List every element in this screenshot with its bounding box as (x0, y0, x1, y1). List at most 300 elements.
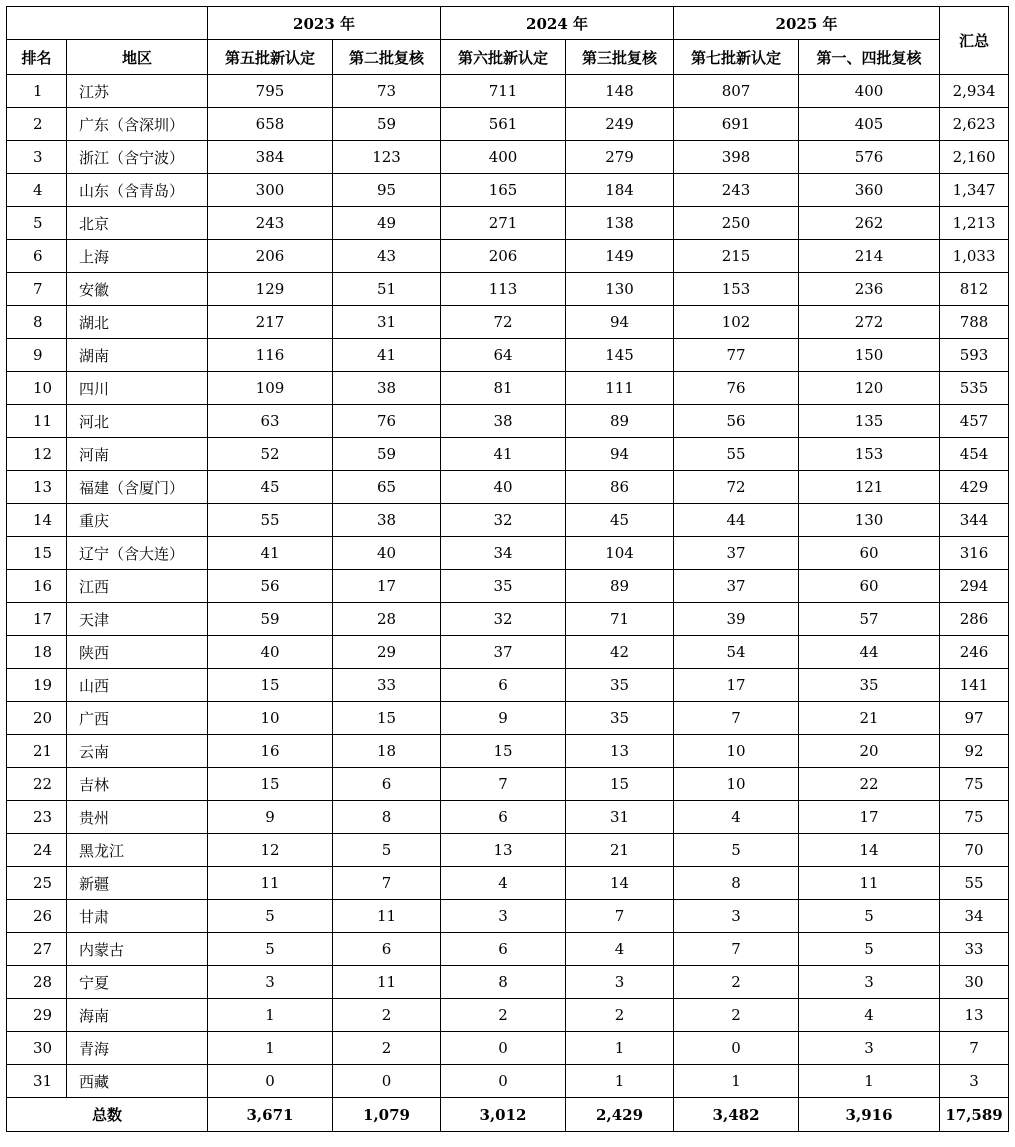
value-cell: 5 (208, 933, 333, 966)
value-cell: 55 (674, 438, 799, 471)
value-cell: 17 (333, 570, 441, 603)
value-cell: 15 (333, 702, 441, 735)
value-cell: 17 (799, 801, 940, 834)
row-total-cell: 2,623 (940, 108, 1009, 141)
value-cell: 21 (799, 702, 940, 735)
region-cell: 山西 (67, 669, 208, 702)
value-cell: 44 (799, 636, 940, 669)
value-cell: 102 (674, 306, 799, 339)
table-row (7, 240, 1009, 273)
row-total-cell: 75 (940, 801, 1009, 834)
value-cell: 153 (799, 438, 940, 471)
value-cell: 217 (208, 306, 333, 339)
rank-cell: 26 (7, 900, 67, 933)
rank-cell: 29 (7, 999, 67, 1032)
value-cell: 11 (208, 867, 333, 900)
value-cell: 249 (566, 108, 674, 141)
value-cell: 400 (799, 75, 940, 108)
value-cell: 9 (441, 702, 566, 735)
value-cell: 6 (333, 933, 441, 966)
value-cell: 184 (566, 174, 674, 207)
table-row (7, 999, 1009, 1032)
value-cell: 45 (208, 471, 333, 504)
value-cell: 384 (208, 141, 333, 174)
total-row (7, 1098, 1009, 1132)
row-total-cell: 246 (940, 636, 1009, 669)
value-cell: 15 (566, 768, 674, 801)
rank-cell: 14 (7, 504, 67, 537)
row-total-cell: 294 (940, 570, 1009, 603)
table-row (7, 438, 1009, 471)
region-cell: 北京 (67, 207, 208, 240)
batch-header: 第二批复核 (333, 40, 441, 75)
value-cell: 121 (799, 471, 940, 504)
value-cell: 0 (333, 1065, 441, 1098)
value-cell: 360 (799, 174, 940, 207)
table-row (7, 834, 1009, 867)
row-total-cell: 1,213 (940, 207, 1009, 240)
value-cell: 40 (208, 636, 333, 669)
value-cell: 32 (441, 504, 566, 537)
value-cell: 130 (799, 504, 940, 537)
value-cell: 41 (441, 438, 566, 471)
value-cell: 2 (333, 999, 441, 1032)
table-row (7, 867, 1009, 900)
batch-header: 第五批新认定 (208, 40, 333, 75)
year-header-2023: 2023 年 (208, 7, 441, 40)
region-cell: 新疆 (67, 867, 208, 900)
value-cell: 42 (566, 636, 674, 669)
value-cell: 795 (208, 75, 333, 108)
rank-cell: 28 (7, 966, 67, 999)
value-cell: 89 (566, 570, 674, 603)
value-cell: 271 (441, 207, 566, 240)
value-cell: 1 (674, 1065, 799, 1098)
rank-cell: 9 (7, 339, 67, 372)
region-cell: 湖北 (67, 306, 208, 339)
value-cell: 94 (566, 438, 674, 471)
value-cell: 658 (208, 108, 333, 141)
table-row (7, 900, 1009, 933)
value-cell: 7 (333, 867, 441, 900)
value-cell: 76 (674, 372, 799, 405)
rank-cell: 31 (7, 1065, 67, 1098)
value-cell: 104 (566, 537, 674, 570)
rank-cell: 25 (7, 867, 67, 900)
value-cell: 243 (674, 174, 799, 207)
table-row (7, 636, 1009, 669)
value-cell: 41 (208, 537, 333, 570)
region-cell: 广西 (67, 702, 208, 735)
value-cell: 6 (441, 933, 566, 966)
table-row (7, 75, 1009, 108)
row-total-cell: 3 (940, 1065, 1009, 1098)
value-cell: 3 (566, 966, 674, 999)
value-cell: 1 (208, 1032, 333, 1065)
table-row (7, 1065, 1009, 1098)
rank-cell: 10 (7, 372, 67, 405)
table-row (7, 768, 1009, 801)
table-row (7, 306, 1009, 339)
value-cell: 116 (208, 339, 333, 372)
value-cell: 2 (674, 966, 799, 999)
value-cell: 243 (208, 207, 333, 240)
rank-cell: 2 (7, 108, 67, 141)
value-cell: 59 (333, 108, 441, 141)
table-row (7, 405, 1009, 438)
batch-header: 第三批复核 (566, 40, 674, 75)
table-row (7, 966, 1009, 999)
value-cell: 72 (441, 306, 566, 339)
value-cell: 113 (441, 273, 566, 306)
table-body (7, 75, 1009, 1098)
value-cell: 561 (441, 108, 566, 141)
row-total-cell: 55 (940, 867, 1009, 900)
value-cell: 32 (441, 603, 566, 636)
value-cell: 10 (674, 768, 799, 801)
region-header: 地区 (67, 40, 208, 75)
value-cell: 123 (333, 141, 441, 174)
value-cell: 262 (799, 207, 940, 240)
grand-total-cell: 17,589 (940, 1098, 1009, 1132)
value-cell: 44 (674, 504, 799, 537)
value-cell: 214 (799, 240, 940, 273)
value-cell: 2 (566, 999, 674, 1032)
row-total-cell: 13 (940, 999, 1009, 1032)
value-cell: 10 (208, 702, 333, 735)
value-cell: 8 (441, 966, 566, 999)
value-cell: 3 (441, 900, 566, 933)
value-cell: 2 (674, 999, 799, 1032)
rank-cell: 12 (7, 438, 67, 471)
value-cell: 29 (333, 636, 441, 669)
total-cell: 2,429 (566, 1098, 674, 1132)
value-cell: 31 (566, 801, 674, 834)
value-cell: 3 (208, 966, 333, 999)
value-cell: 43 (333, 240, 441, 273)
table-row (7, 108, 1009, 141)
value-cell: 5 (799, 900, 940, 933)
value-cell: 138 (566, 207, 674, 240)
row-total-cell: 812 (940, 273, 1009, 306)
value-cell: 52 (208, 438, 333, 471)
total-cell: 3,482 (674, 1098, 799, 1132)
year-header-2024: 2024 年 (441, 7, 674, 40)
value-cell: 41 (333, 339, 441, 372)
value-cell: 206 (441, 240, 566, 273)
value-cell: 150 (799, 339, 940, 372)
value-cell: 76 (333, 405, 441, 438)
row-total-cell: 70 (940, 834, 1009, 867)
value-cell: 279 (566, 141, 674, 174)
header-blank-cell (7, 7, 208, 40)
region-cell: 云南 (67, 735, 208, 768)
region-cell: 内蒙古 (67, 933, 208, 966)
value-cell: 95 (333, 174, 441, 207)
value-cell: 15 (208, 669, 333, 702)
value-cell: 9 (208, 801, 333, 834)
table-row (7, 339, 1009, 372)
value-cell: 576 (799, 141, 940, 174)
rank-cell: 5 (7, 207, 67, 240)
value-cell: 6 (441, 669, 566, 702)
rank-cell: 1 (7, 75, 67, 108)
value-cell: 20 (799, 735, 940, 768)
value-cell: 145 (566, 339, 674, 372)
region-cell: 青海 (67, 1032, 208, 1065)
rank-cell: 17 (7, 603, 67, 636)
table-row (7, 174, 1009, 207)
table-row (7, 669, 1009, 702)
value-cell: 4 (566, 933, 674, 966)
rank-cell: 13 (7, 471, 67, 504)
value-cell: 11 (333, 900, 441, 933)
rank-cell: 15 (7, 537, 67, 570)
value-cell: 0 (441, 1065, 566, 1098)
table-row (7, 1032, 1009, 1065)
value-cell: 0 (674, 1032, 799, 1065)
row-total-cell: 344 (940, 504, 1009, 537)
row-total-cell: 457 (940, 405, 1009, 438)
rank-cell: 23 (7, 801, 67, 834)
region-cell: 海南 (67, 999, 208, 1032)
value-cell: 34 (441, 537, 566, 570)
value-cell: 215 (674, 240, 799, 273)
value-cell: 3 (799, 966, 940, 999)
table-row (7, 603, 1009, 636)
total-cell: 3,012 (441, 1098, 566, 1132)
table-row (7, 207, 1009, 240)
total-cell: 3,916 (799, 1098, 940, 1132)
table-row (7, 801, 1009, 834)
value-cell: 130 (566, 273, 674, 306)
table-row (7, 570, 1009, 603)
value-cell: 6 (333, 768, 441, 801)
value-cell: 2 (441, 999, 566, 1032)
value-cell: 71 (566, 603, 674, 636)
region-cell: 贵州 (67, 801, 208, 834)
value-cell: 17 (674, 669, 799, 702)
region-cell: 安徽 (67, 273, 208, 306)
rank-cell: 8 (7, 306, 67, 339)
value-cell: 35 (441, 570, 566, 603)
value-cell: 0 (208, 1065, 333, 1098)
rank-cell: 21 (7, 735, 67, 768)
value-cell: 35 (799, 669, 940, 702)
value-cell: 4 (799, 999, 940, 1032)
value-cell: 398 (674, 141, 799, 174)
value-cell: 56 (674, 405, 799, 438)
row-total-cell: 1,033 (940, 240, 1009, 273)
total-cell: 1,079 (333, 1098, 441, 1132)
table-row (7, 273, 1009, 306)
table-row (7, 141, 1009, 174)
row-total-cell: 33 (940, 933, 1009, 966)
row-total-cell: 75 (940, 768, 1009, 801)
value-cell: 1 (799, 1065, 940, 1098)
region-cell: 辽宁（含大连） (67, 537, 208, 570)
value-cell: 148 (566, 75, 674, 108)
region-cell: 山东（含青岛） (67, 174, 208, 207)
region-cell: 河南 (67, 438, 208, 471)
region-cell: 江苏 (67, 75, 208, 108)
value-cell: 1 (566, 1065, 674, 1098)
value-cell: 13 (441, 834, 566, 867)
rank-cell: 6 (7, 240, 67, 273)
value-cell: 77 (674, 339, 799, 372)
value-cell: 7 (674, 933, 799, 966)
value-cell: 6 (441, 801, 566, 834)
region-cell: 四川 (67, 372, 208, 405)
rank-cell: 18 (7, 636, 67, 669)
row-total-cell: 1,347 (940, 174, 1009, 207)
value-cell: 16 (208, 735, 333, 768)
value-cell: 691 (674, 108, 799, 141)
value-cell: 64 (441, 339, 566, 372)
value-cell: 38 (441, 405, 566, 438)
rank-cell: 22 (7, 768, 67, 801)
region-cell: 广东（含深圳） (67, 108, 208, 141)
value-cell: 2 (333, 1032, 441, 1065)
value-cell: 94 (566, 306, 674, 339)
value-cell: 10 (674, 735, 799, 768)
value-cell: 38 (333, 372, 441, 405)
region-cell: 浙江（含宁波） (67, 141, 208, 174)
value-cell: 5 (208, 900, 333, 933)
region-cell: 湖南 (67, 339, 208, 372)
region-cell: 河北 (67, 405, 208, 438)
value-cell: 12 (208, 834, 333, 867)
rank-cell: 19 (7, 669, 67, 702)
value-cell: 18 (333, 735, 441, 768)
value-cell: 55 (208, 504, 333, 537)
value-cell: 37 (674, 570, 799, 603)
batch-header: 第七批新认定 (674, 40, 799, 75)
value-cell: 120 (799, 372, 940, 405)
region-cell: 西藏 (67, 1065, 208, 1098)
value-cell: 39 (674, 603, 799, 636)
region-cell: 天津 (67, 603, 208, 636)
value-cell: 40 (441, 471, 566, 504)
value-cell: 31 (333, 306, 441, 339)
value-cell: 0 (441, 1032, 566, 1065)
value-cell: 7 (674, 702, 799, 735)
value-cell: 711 (441, 75, 566, 108)
batch-header: 第一、四批复核 (799, 40, 940, 75)
value-cell: 14 (799, 834, 940, 867)
rank-cell: 16 (7, 570, 67, 603)
value-cell: 5 (799, 933, 940, 966)
value-cell: 22 (799, 768, 940, 801)
value-cell: 89 (566, 405, 674, 438)
value-cell: 807 (674, 75, 799, 108)
value-cell: 15 (208, 768, 333, 801)
row-total-cell: 141 (940, 669, 1009, 702)
value-cell: 59 (333, 438, 441, 471)
value-cell: 111 (566, 372, 674, 405)
value-cell: 15 (441, 735, 566, 768)
value-cell: 14 (566, 867, 674, 900)
value-cell: 33 (333, 669, 441, 702)
value-cell: 7 (566, 900, 674, 933)
row-total-cell: 788 (940, 306, 1009, 339)
value-cell: 300 (208, 174, 333, 207)
value-cell: 4 (674, 801, 799, 834)
table-row (7, 504, 1009, 537)
value-cell: 56 (208, 570, 333, 603)
value-cell: 59 (208, 603, 333, 636)
value-cell: 11 (333, 966, 441, 999)
row-total-cell: 7 (940, 1032, 1009, 1065)
value-cell: 35 (566, 669, 674, 702)
rank-cell: 4 (7, 174, 67, 207)
row-total-cell: 429 (940, 471, 1009, 504)
value-cell: 38 (333, 504, 441, 537)
value-cell: 1 (566, 1032, 674, 1065)
value-cell: 8 (333, 801, 441, 834)
table-row (7, 537, 1009, 570)
value-cell: 5 (333, 834, 441, 867)
total-label: 总数 (7, 1098, 208, 1132)
value-cell: 135 (799, 405, 940, 438)
value-cell: 400 (441, 141, 566, 174)
value-cell: 21 (566, 834, 674, 867)
value-cell: 54 (674, 636, 799, 669)
value-cell: 1 (208, 999, 333, 1032)
row-total-cell: 34 (940, 900, 1009, 933)
value-cell: 13 (566, 735, 674, 768)
value-cell: 3 (799, 1032, 940, 1065)
value-cell: 11 (799, 867, 940, 900)
value-cell: 86 (566, 471, 674, 504)
value-cell: 153 (674, 273, 799, 306)
table-row (7, 933, 1009, 966)
value-cell: 60 (799, 570, 940, 603)
value-cell: 206 (208, 240, 333, 273)
total-column-header: 汇总 (940, 7, 1009, 75)
value-cell: 236 (799, 273, 940, 306)
value-cell: 272 (799, 306, 940, 339)
value-cell: 37 (441, 636, 566, 669)
value-cell: 45 (566, 504, 674, 537)
rank-header: 排名 (7, 40, 67, 75)
value-cell: 165 (441, 174, 566, 207)
rank-cell: 30 (7, 1032, 67, 1065)
row-total-cell: 286 (940, 603, 1009, 636)
row-total-cell: 535 (940, 372, 1009, 405)
row-total-cell: 593 (940, 339, 1009, 372)
value-cell: 51 (333, 273, 441, 306)
value-cell: 63 (208, 405, 333, 438)
table-row (7, 735, 1009, 768)
region-cell: 甘肃 (67, 900, 208, 933)
value-cell: 5 (674, 834, 799, 867)
region-cell: 江西 (67, 570, 208, 603)
certification-table (6, 6, 1009, 1132)
value-cell: 60 (799, 537, 940, 570)
row-total-cell: 316 (940, 537, 1009, 570)
rank-cell: 20 (7, 702, 67, 735)
value-cell: 149 (566, 240, 674, 273)
value-cell: 8 (674, 867, 799, 900)
rank-cell: 27 (7, 933, 67, 966)
value-cell: 28 (333, 603, 441, 636)
row-total-cell: 454 (940, 438, 1009, 471)
table-row (7, 702, 1009, 735)
total-cell: 3,671 (208, 1098, 333, 1132)
row-total-cell: 30 (940, 966, 1009, 999)
value-cell: 250 (674, 207, 799, 240)
